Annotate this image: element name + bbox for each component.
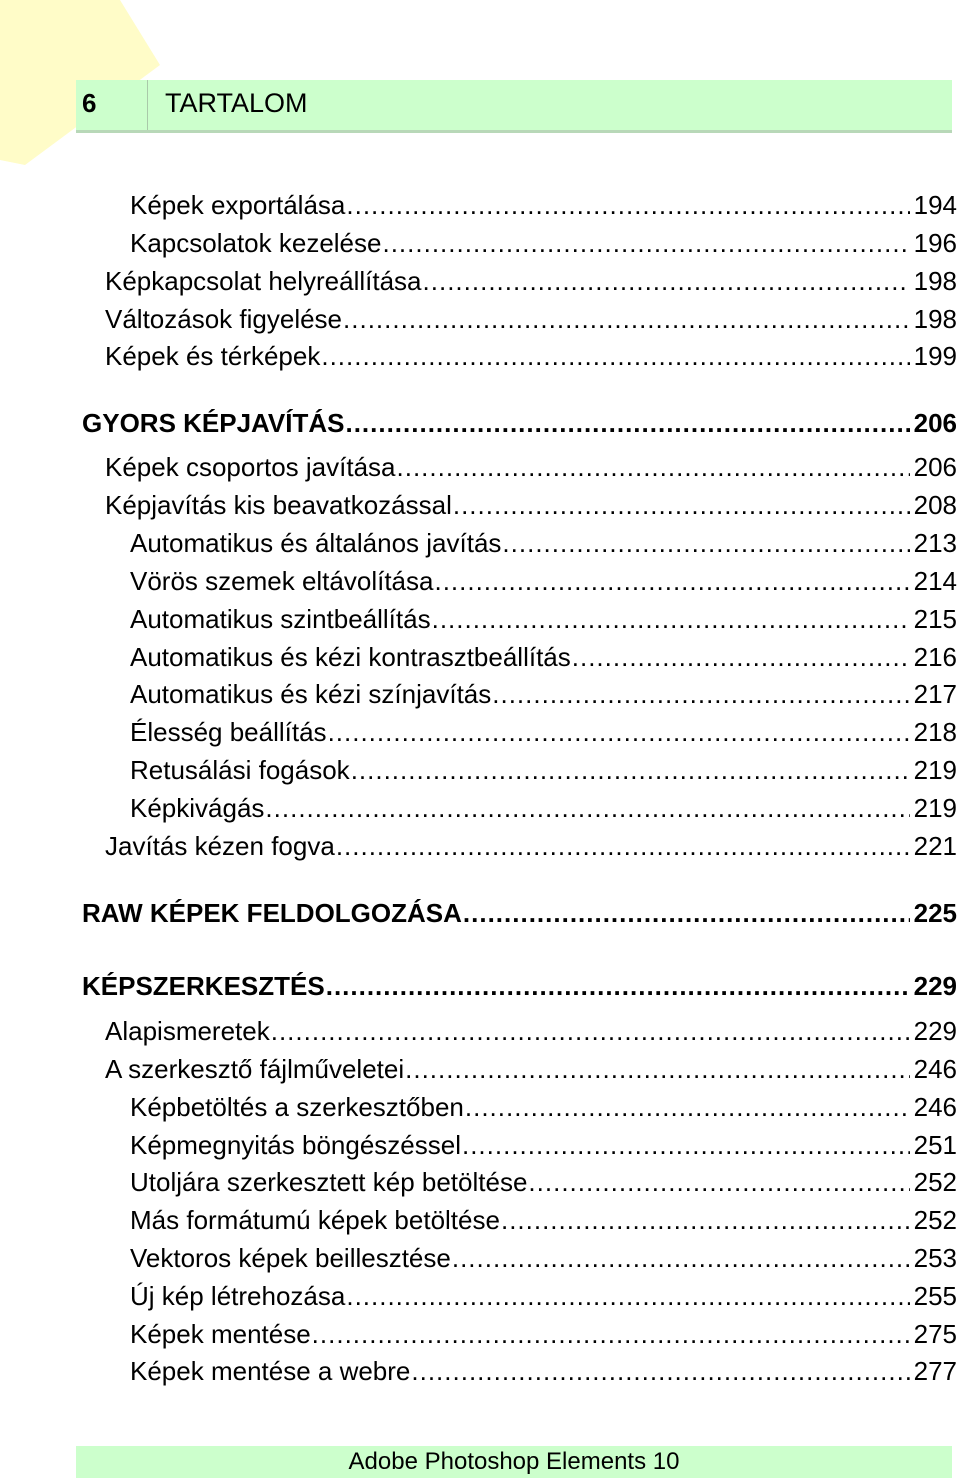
toc-entry[interactable]: Javítás kézen fogva ..... 221 <box>105 829 957 863</box>
toc-entry[interactable]: Képkivágás ..... 219 <box>130 791 957 825</box>
toc-entry[interactable]: Képek csoportos javítása ..... 206 <box>105 450 957 484</box>
toc-entry[interactable]: Képek exportálása ..... 194 <box>130 188 957 222</box>
toc-entry[interactable]: Képkapcsolat helyreállítása ..... 198 <box>105 264 957 298</box>
toc-entry[interactable]: Új kép létrehozása ..... 255 <box>130 1279 957 1313</box>
toc-chapter[interactable]: GYORS KÉPJAVÍTÁS ..... 206 <box>82 406 957 440</box>
toc-chapter[interactable]: RAW KÉPEK FELDOLGOZÁSA ..... 225 <box>82 896 957 930</box>
toc-entry[interactable]: Alapismeretek ..... 229 <box>105 1014 957 1048</box>
toc-entry[interactable]: Képek mentése a webre ..... 277 <box>130 1354 957 1388</box>
toc-entry[interactable]: Retusálási fogások ..... 219 <box>130 753 957 787</box>
toc-entry[interactable]: Vektoros képek beillesztése ..... 253 <box>130 1241 957 1275</box>
header-divider <box>147 80 148 130</box>
page-title: TARTALOM <box>165 88 308 118</box>
toc-entry[interactable]: Élesség beállítás ..... 218 <box>130 715 957 749</box>
toc-entry[interactable]: Képbetöltés a szerkesztőben ..... 246 <box>130 1090 957 1124</box>
toc-entry[interactable]: Más formátumú képek betöltése ..... 252 <box>130 1203 957 1237</box>
toc-entry[interactable]: Utoljára szerkesztett kép betöltése ..... 252 <box>130 1165 957 1199</box>
toc-entry[interactable]: Kapcsolatok kezelése ..... 196 <box>130 226 957 260</box>
toc-entry[interactable]: Változások figyelése ..... 198 <box>105 302 957 336</box>
toc-entry[interactable]: Képek mentése ..... 275 <box>130 1317 957 1351</box>
toc-entry[interactable]: Automatikus és kézi színjavítás ..... 217 <box>130 677 957 711</box>
toc-entry[interactable]: Képmegnyitás böngészéssel ..... 251 <box>130 1128 957 1162</box>
toc-chapter[interactable]: KÉPSZERKESZTÉS ..... 229 <box>82 969 957 1003</box>
toc-entry[interactable]: Képek és térképek ..... 199 <box>105 339 957 373</box>
page-number: 6 <box>82 88 97 118</box>
toc-entry[interactable]: Képjavítás kis beavatkozással ..... 208 <box>105 488 957 522</box>
page-header <box>76 80 952 133</box>
toc-entry[interactable]: Vörös szemek eltávolítása ..... 214 <box>130 564 957 598</box>
page-footer: Adobe Photoshop Elements 10 <box>76 1446 952 1478</box>
toc-entry[interactable]: Automatikus szintbeállítás ..... 215 <box>130 602 957 636</box>
toc-entry[interactable]: Automatikus és általános javítás ..... 213 <box>130 526 957 560</box>
toc-entry[interactable]: A szerkesztő fájlműveletei ..... 246 <box>105 1052 957 1086</box>
toc-entry[interactable]: Automatikus és kézi kontrasztbeállítás ..... 216 <box>130 640 957 674</box>
